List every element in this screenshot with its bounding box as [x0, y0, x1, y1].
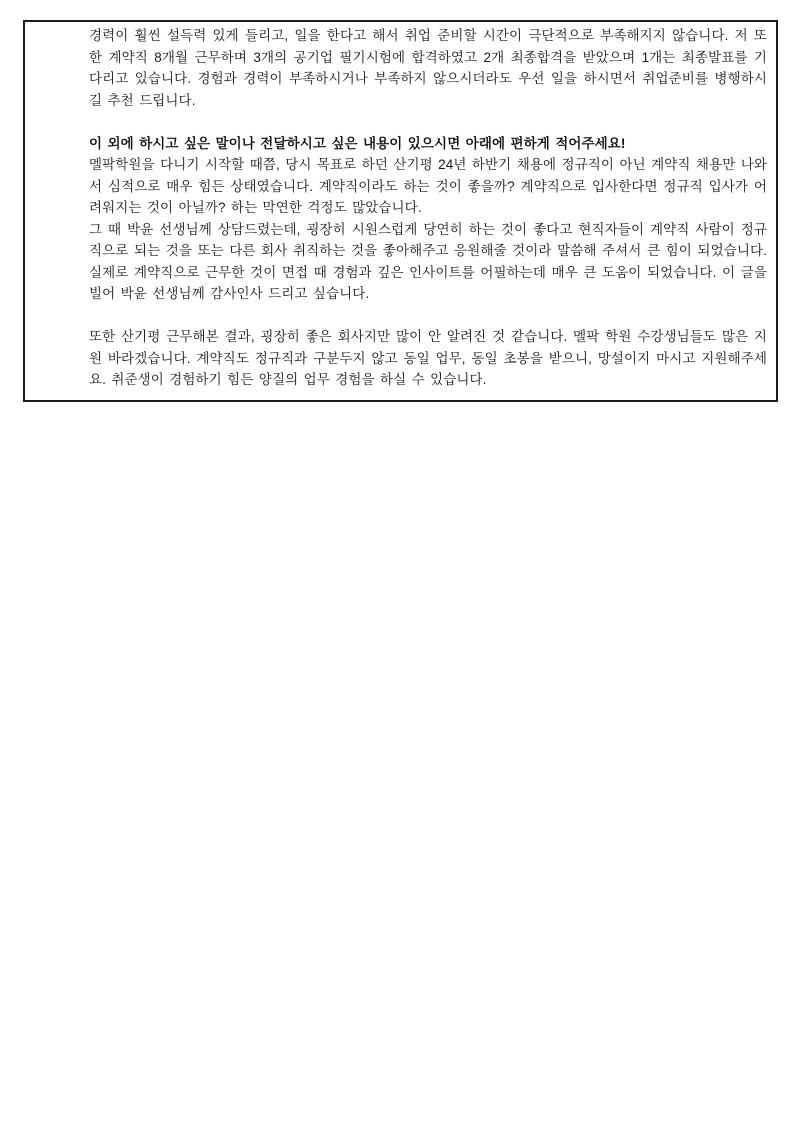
testimonial-text-box — [23, 20, 778, 402]
body-paragraph-teacher-thanks: 그 때 박윤 선생님께 상담드렸는데, 굉장히 시원스럽게 당연히 하는 것이 좋다고 현직자들이 계약직 사람이 정규직으로 되는 것을 또는 다른 회사 취직하는 것을 좋아해주고 응원해줄 것이라 말씀해 주셔서 큰 힘이 되었습니다. 실제로 계약직으로 근무한 것이 면접 때 경험과 깊은 인사이트를 어필하는데 매우 큰 도움이 되었습니다. 이 글을 빌어 박윤 선생님께 감사인사 드리고 싶습니다. — [89, 221, 767, 301]
section-heading-free-comments: 이 외에 하시고 싶은 말이나 전달하시고 싶은 내용이 있으시면 아래에 편하게 적어주세요! — [89, 135, 626, 151]
blank-line — [89, 111, 767, 133]
body-paragraph-career-advice: 경력이 훨씬 설득력 있게 들리고, 일을 한다고 해서 취업 준비할 시간이 극단적으로 부족해지지 않습니다. 저 또한 계약직 8개월 근무하며 3개의 공기업 필기시험에 합격하였고 2개 최종합격을 받았으며 1개는 최종발표를 기다리고 있습니다. 경험과 경력이 부족하시거나 부족하지 않으시더라도 우선 일을 하시면서 취업준비를 병행하시길 추천 드립니다. — [89, 28, 767, 108]
body-paragraph-academy-start: 멜팍학원을 다니기 시작할 때쯤, 당시 목표로 하던 산기평 24년 하반기 채용에 정규직이 아닌 계약직 채용만 나와서 심적으로 매우 힘든 상태였습니다. 계약직이라도 하는 것이 좋을까? 계약직으로 입사한다면 정규직 입사가 어려워지는 것이 아닐까? 하는 막연한 걱정도 많았습니다. — [89, 157, 767, 215]
body-paragraph-company-recommendation: 또한 산기평 근무해본 결과, 굉장히 좋은 회사지만 많이 안 알려진 것 같습니다. 멜팍 학원 수강생님들도 많은 지원 바라겠습니다. 계약직도 정규직과 구분두지 않고 동일 업무, 동일 초봉을 받으니, 망설이지 마시고 지원해주세요. 취준생이 경험하기 힘든 양질의 업무 경험을 하실 수 있습니다. — [89, 329, 767, 387]
blank-line — [89, 305, 767, 327]
